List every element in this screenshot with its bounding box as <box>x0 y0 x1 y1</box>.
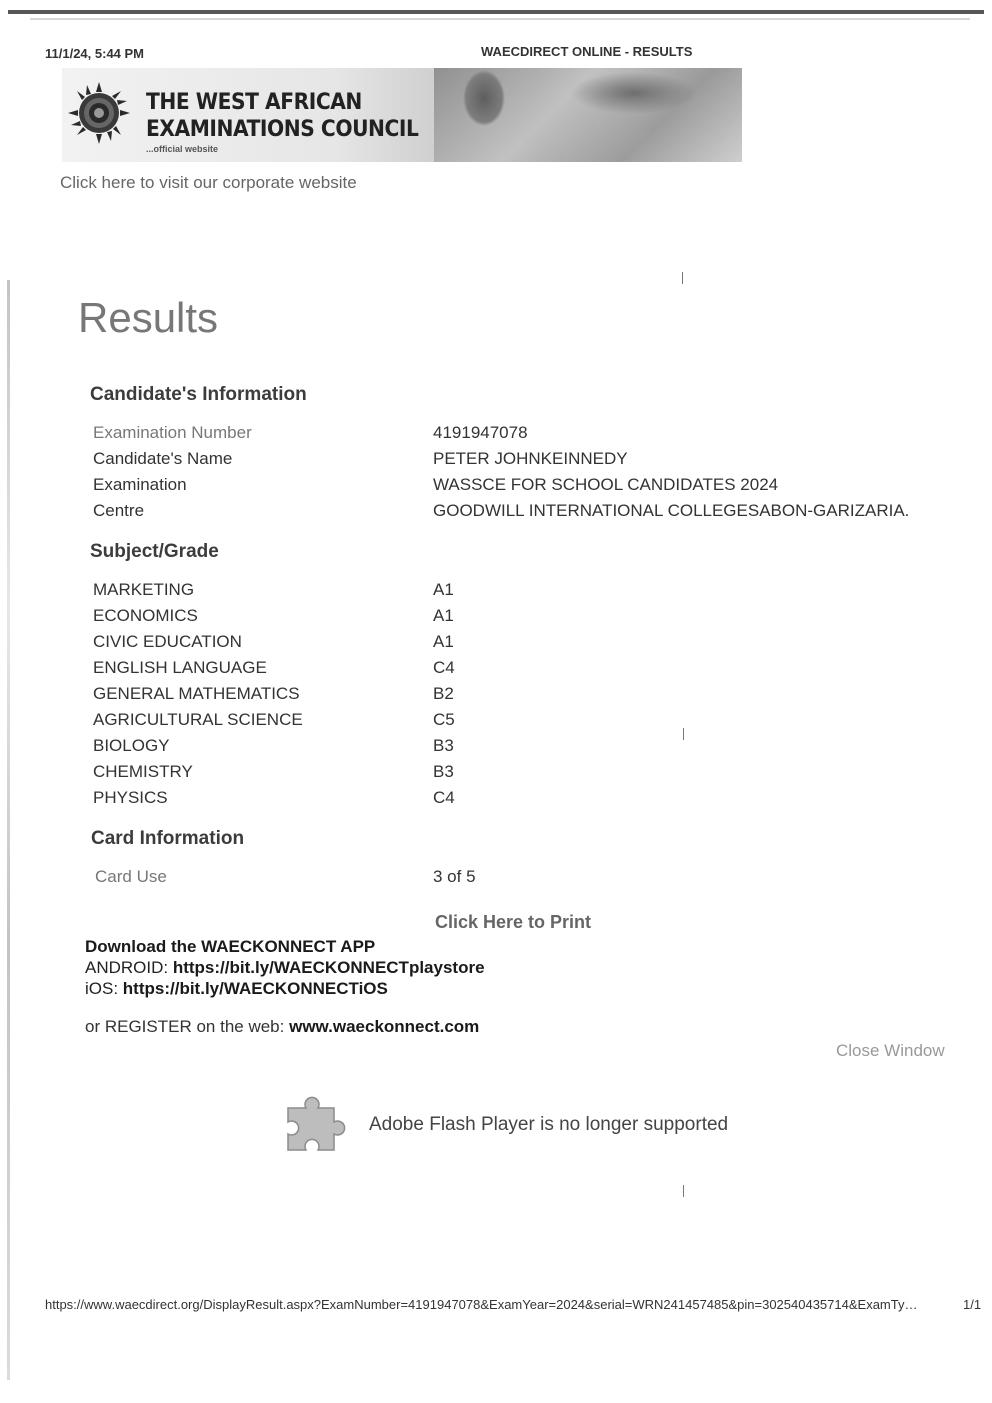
puzzle-piece-icon <box>284 1094 348 1156</box>
grade-row <box>0 632 992 656</box>
subject-name: AGRICULTURAL SCIENCE <box>93 710 303 729</box>
print-button[interactable]: Click Here to Print <box>435 912 592 932</box>
council-name-line2: EXAMINATIONS COUNCIL <box>146 117 419 142</box>
subject-grade: B3 <box>433 736 454 755</box>
subject-name: MARKETING <box>93 580 195 599</box>
scan-edge-top <box>8 10 984 14</box>
register-link[interactable]: www.waeckonnect.com <box>289 1017 480 1036</box>
subject-grade: A1 <box>433 580 454 599</box>
grade-row <box>0 684 992 708</box>
subject-grade: A1 <box>433 606 454 625</box>
card-use-row <box>0 867 992 891</box>
footer-url: https://www.waecdirect.org/DisplayResult.aspx?ExamNumber=4191947078&ExamYear=2024&serial=WRN241457485&pin=302540435714&ExamTy… <box>45 1297 918 1312</box>
candidate-info-heading: Candidate's Information <box>90 384 307 405</box>
android-label: ANDROID: <box>85 958 173 977</box>
card-use-label: Card Use <box>95 867 167 886</box>
candidate-row-centre <box>0 501 992 525</box>
official-website-tagline: ...official website <box>146 144 219 154</box>
grade-row <box>0 606 992 630</box>
waec-seal-icon <box>68 82 130 144</box>
card-info-heading: Card Information <box>91 828 245 849</box>
grade-row <box>0 710 992 734</box>
subject-grade-heading: Subject/Grade <box>90 541 219 562</box>
council-name-line1: THE WEST AFRICAN <box>146 90 362 115</box>
grade-row <box>0 788 992 812</box>
scan-edge-top-faint <box>30 18 970 20</box>
close-window-button[interactable]: Close Window <box>836 1041 945 1060</box>
subject-grade: A1 <box>433 632 454 651</box>
page-title: Results <box>78 294 219 341</box>
banner-photo <box>434 68 742 162</box>
subject-name: GENERAL MATHEMATICS <box>93 684 300 703</box>
candidate-row-exam-number <box>0 423 992 447</box>
android-link[interactable]: https://bit.ly/WAECKONNECTplaystore <box>172 958 485 977</box>
centre-label: Centre <box>93 501 145 520</box>
app-download-block <box>85 936 485 999</box>
exam-number-value: 4191947078 <box>433 423 528 442</box>
scan-mark <box>682 272 683 284</box>
corporate-website-link[interactable]: Click here to visit our corporate website <box>60 173 357 192</box>
ios-label: iOS: <box>85 979 123 998</box>
subject-name: CIVIC EDUCATION <box>93 632 242 651</box>
candidate-name-label: Candidate's Name <box>93 449 233 468</box>
register-label: or REGISTER on the web: <box>85 1017 290 1036</box>
footer-page-number: 1/1 <box>963 1297 982 1312</box>
subject-grade: C5 <box>433 710 455 729</box>
candidate-name-value: PETER JOHNKEINNEDY <box>433 449 628 468</box>
register-line <box>85 1017 479 1037</box>
print-page-title: WAECDIRECT ONLINE - RESULTS <box>481 44 693 59</box>
subject-grade: B2 <box>433 684 454 703</box>
print-date: 11/1/24, 5:44 PM <box>45 46 145 61</box>
waec-banner[interactable] <box>62 68 742 162</box>
subject-name: PHYSICS <box>93 788 168 807</box>
grade-row <box>0 580 992 604</box>
grade-row <box>0 736 992 760</box>
scan-mark <box>683 1185 684 1197</box>
exam-number-label: Examination Number <box>93 423 252 442</box>
ios-link[interactable]: https://bit.ly/WAECKONNECTiOS <box>122 979 388 998</box>
examination-value: WASSCE FOR SCHOOL CANDIDATES 2024 <box>433 475 779 494</box>
subject-name: CHEMISTRY <box>93 762 193 781</box>
candidate-row-name <box>0 449 992 473</box>
grade-row <box>0 762 992 786</box>
app-download-title: Download the WAECKONNECT APP <box>85 937 376 956</box>
candidate-row-examination <box>0 475 992 499</box>
centre-value: GOODWILL INTERNATIONAL COLLEGESABON-GARIZARIA. <box>433 501 910 520</box>
examination-label: Examination <box>93 475 187 494</box>
grade-row <box>0 658 992 682</box>
subject-name: ECONOMICS <box>93 606 198 625</box>
subject-name: BIOLOGY <box>93 736 170 755</box>
card-use-value: 3 of 5 <box>433 867 476 886</box>
flash-unsupported-message: Adobe Flash Player is no longer supported <box>369 1114 729 1135</box>
subject-grade: B3 <box>433 762 454 781</box>
subject-grade: C4 <box>433 658 455 677</box>
subject-grade: C4 <box>433 788 455 807</box>
subject-name: ENGLISH LANGUAGE <box>93 658 267 677</box>
